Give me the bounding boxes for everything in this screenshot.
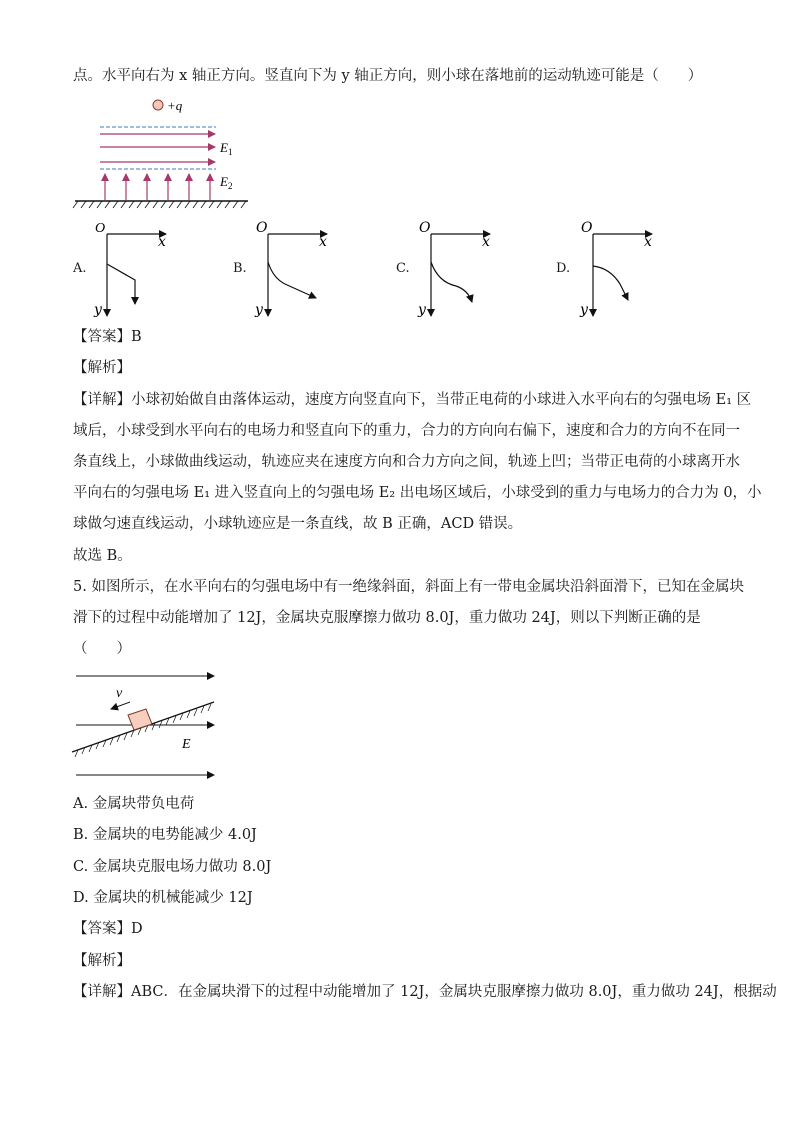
- q5-detail-line-1: 【详解】ABC．在金属块滑下的过程中动能增加了 12J，金属块克服摩擦力做功 8.0J，重力做功 24J，根据动: [73, 984, 777, 1000]
- trajectory-d: [593, 266, 628, 300]
- x-axis-label: x: [319, 234, 327, 250]
- velocity-label: v: [116, 686, 123, 701]
- origin-label: O: [95, 221, 106, 236]
- q5-option-b[interactable]: B. 金属块的电势能减少 4.0J: [73, 827, 257, 843]
- option-b-label[interactable]: B.: [233, 261, 247, 276]
- q4-detail-line-3: 条直线上，小球做曲线运动，轨迹应夹在速度方向和合力方向之间，轨迹上凹；当带正电荷的小球离开水: [73, 454, 740, 470]
- q5-stem-line-3: （ ）: [73, 641, 131, 657]
- q4-detail-line-2: 域后，小球受到水平向右的电场力和竖直向下的重力，合力的方向向右偏下，速度和合力的方向不在同一: [73, 423, 740, 439]
- q5-stem-line-2: 滑下的过程中动能增加了 12J，金属块克服摩擦力做功 8.0J，重力做功 24J，则以下判断正确的是: [73, 610, 701, 626]
- q4-answer: 【答案】B: [73, 329, 142, 345]
- q4-field-figure: [70, 96, 255, 214]
- q4-detail-line-4: 平向右的匀强电场 E₁ 进入竖直向上的匀强电场 E₂ 出电场区域后，小球受到的重力与电场力的合力为 0，小: [73, 485, 762, 501]
- q5-option-c[interactable]: C. 金属块克服电场力做功 8.0J: [73, 859, 272, 875]
- q4-conclusion: 故选 B。: [73, 548, 132, 564]
- option-d-label[interactable]: D.: [556, 261, 571, 276]
- option-b-graph[interactable]: [253, 218, 343, 318]
- velocity-arrow: [111, 702, 130, 709]
- option-a-graph[interactable]: [92, 218, 182, 318]
- ground-hatch: [73, 201, 246, 208]
- q4-detail-line-5: 球做匀速直线运动，小球轨迹应是一条直线，故 B 正确，ACD 错误。: [73, 516, 523, 532]
- trajectory-a: [107, 264, 135, 304]
- x-axis-label: x: [482, 234, 490, 250]
- x-axis-label: x: [644, 234, 652, 250]
- e1-label: $E_1$: [220, 140, 233, 157]
- x-axis-label: x: [158, 234, 166, 250]
- origin-label: O: [256, 220, 268, 236]
- option-d-graph[interactable]: [578, 218, 668, 318]
- charged-ball: [153, 100, 163, 110]
- option-c-label[interactable]: C.: [396, 261, 410, 276]
- q4-analysis-heading: 【解析】: [73, 360, 131, 376]
- trajectory-c: [431, 262, 472, 302]
- y-axis-label: y: [94, 302, 102, 318]
- y-axis-label: y: [418, 302, 426, 318]
- origin-label: O: [581, 220, 593, 236]
- q4-detail-line-1: 【详解】小球初始做自由落体运动，速度方向竖直向下，当带正电荷的小球进入水平向右的匀强电场 E₁ 区: [73, 392, 752, 408]
- q5-option-d[interactable]: D. 金属块的机械能减少 12J: [73, 890, 253, 906]
- q5-answer: 【答案】D: [73, 921, 143, 937]
- field-lines-e2: [105, 174, 210, 200]
- q5-stem-line-1: 5. 如图所示，在水平向右的匀强电场中有一绝缘斜面，斜面上有一带电金属块沿斜面滑下，已知在金属块: [73, 579, 744, 595]
- y-axis-label: y: [580, 302, 588, 318]
- y-axis-label: y: [255, 302, 263, 318]
- metal-block: [128, 709, 152, 730]
- field-label: E: [182, 737, 191, 752]
- origin-label: O: [419, 220, 431, 236]
- charge-label: +q: [167, 98, 183, 113]
- e2-label: $E_2$: [220, 174, 233, 191]
- q5-analysis-heading: 【解析】: [73, 953, 131, 969]
- trajectory-b: [268, 262, 316, 298]
- option-a-label[interactable]: A.: [73, 261, 87, 276]
- q5-option-a[interactable]: A. 金属块带负电荷: [73, 796, 195, 812]
- q4-stem: 点。水平向右为 x 轴正方向。竖直向下为 y 轴正方向，则小球在落地前的运动轨迹可能是（ ）: [73, 68, 703, 84]
- q5-incline-figure: [72, 668, 222, 783]
- option-c-graph[interactable]: [416, 218, 506, 318]
